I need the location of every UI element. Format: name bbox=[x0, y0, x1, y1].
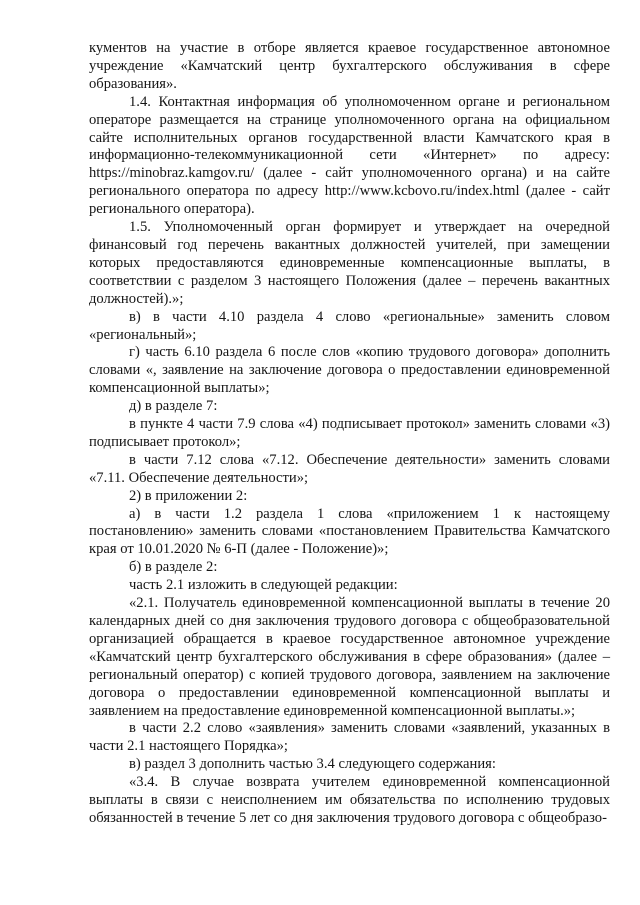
paragraph-section-3-add: в) раздел 3 дополнить частью 3.4 следующего содержания: bbox=[129, 756, 496, 773]
paragraph-1-4-contact-info: 1.4. Контактная информация об уполномоченном органе и региональном операторе размещается на странице уполномоченного органа на официальном сайте исполнительных органов государственной власти Камчатского края в информационно-телекоммуникационной сети «Интернет» по адресу: https://minobraz.kamgov.ru/ (далее - сайт уполномоченного органа) и на сайте регионального оператора по адресу http://www.kcbovo.ru/index.html (далее - сайт регионального оператора). bbox=[89, 93, 610, 218]
paragraph-1-5-vacancy-list: 1.5. Уполномоченный орган формирует и утверждает на очередной финансовый год перечень вакантных должностей учителей, при замещении которых предоставляются единовременные компенсационные выплаты, в соответствии с разделом 3 настоящего Положения (далее – перечень вакантных должностей).»; bbox=[89, 219, 610, 307]
paragraph-item-7-9: в пункте 4 части 7.9 слова «4) подписывает протокол» заменить словами «3) подписывает протокол»; bbox=[89, 416, 610, 450]
document-body bbox=[89, 40, 610, 828]
paragraph-amendment-g: г) часть 6.10 раздела 6 после слов «копию трудового договора» дополнить словами «, заявление на заключение договора о предоставлении единовременной компенсационной выплаты»; bbox=[89, 344, 610, 397]
paragraph-amendment-b: б) в разделе 2: bbox=[129, 559, 218, 576]
paragraph-item-7-12: в части 7.12 слова «7.12. Обеспечение деятельности» заменить словами «7.11. Обеспечение деятельности»; bbox=[89, 451, 610, 486]
paragraph-part-2-1-intro: часть 2.1 изложить в следующей редакции: bbox=[129, 577, 398, 594]
paragraph-part-3-4-text: «3.4. В случае возврата учителем единовременной компенсационной выплаты в связи с неисполнением им обязательства по исполнению трудовых обязанностей в течение 5 лет со дня заключения трудового договора с общеобразо- bbox=[89, 774, 610, 826]
paragraph-part-2-2: в части 2.2 слово «заявления» заменить словами «заявлений, указанных в части 2.1 настоящего Порядка»; bbox=[89, 720, 610, 755]
paragraph-amendment-a: а) в части 1.2 раздела 1 слова «приложением 1 к настоящему постановлению» заменить словами «постановлением Правительства Камчатского края от 10.01.2020 № 6-П (далее - Положение)»; bbox=[89, 505, 610, 558]
paragraph-amendment-d: д) в разделе 7: bbox=[129, 398, 218, 415]
paragraph-part-2-1-text: «2.1. Получатель единовременной компенсационной выплаты в течение 20 календарных дней со дня заключения трудового договора с общеобразовательной организацией обращается в краевое государственное автономное учреждение «Камчатский центр бухгалтерского обслуживания в сфере образования» (далее – региональный оператор) с копией трудового договора, заявлением на заключение договора о предоставлении единовременной компенсационной выплаты и заявлением на предоставление единовременной компенсационной выплаты.»; bbox=[89, 595, 610, 719]
paragraph-continuation: кументов на участие в отборе является краевое государственное автономное учреждение «Камчатский центр бухгалтерского обслуживания в сфере образования». bbox=[89, 40, 610, 92]
paragraph-appendix-2: 2) в приложении 2: bbox=[129, 487, 248, 504]
paragraph-amendment-v: в) в части 4.10 раздела 4 слово «региональные» заменить словом «региональный»; bbox=[89, 308, 610, 343]
